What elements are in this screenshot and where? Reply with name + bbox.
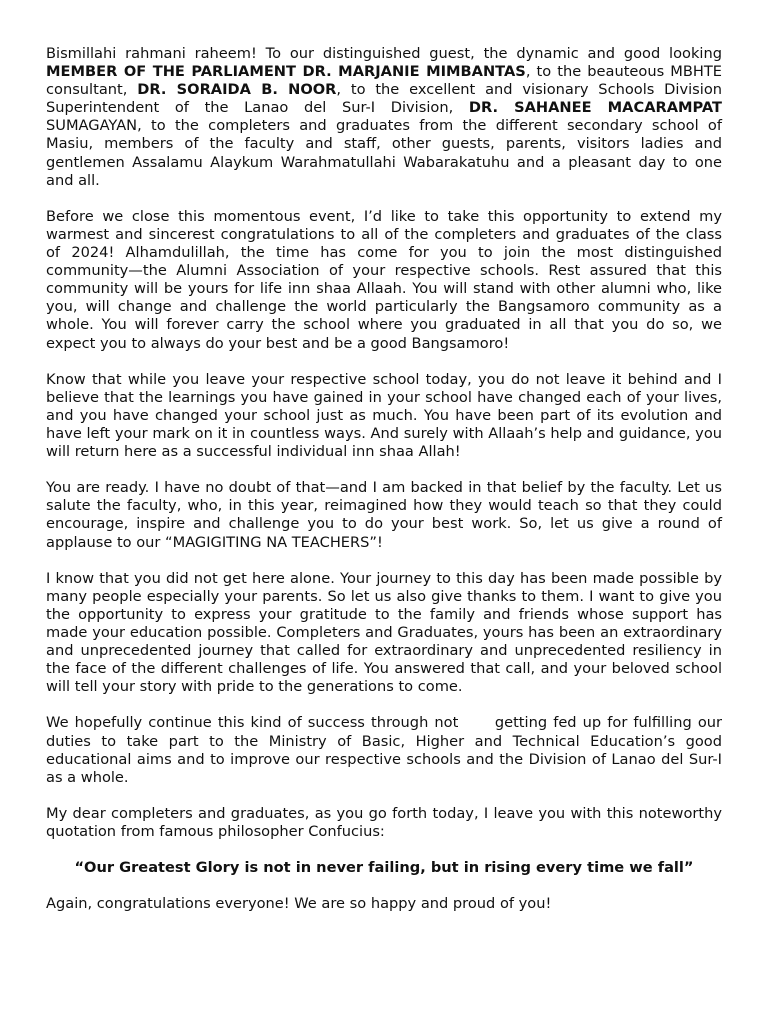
- closing-line: Again, congratulations everyone! We are so happy and proud of you!: [46, 895, 552, 913]
- faculty-paragraph: You are ready. I have no doubt of that—and I am backed in that belief by the faculty. Let us salute the faculty, who, in this year, reimagined how they would teach so that they could encourage, inspire and challenge you to do your best work. So, let us give a round of applause to our “MAGIGITING NA TEACHERS”!: [46, 479, 722, 551]
- confucius-quote: “Our Greatest Glory is not in never failing, but in rising every time we fall”: [74, 859, 694, 877]
- learnings-paragraph: Know that while you leave your respective school today, you do not leave it behind and I believe that the learnings you have gained in your school have changed each of your lives, and you have changed your school just as much. You have been part of its evolution and have left your mark on it in countless ways. And surely with Allaah’s help and guidance, you will return here as a successful individual inn shaa Allah!: [46, 370, 722, 461]
- greeting-text-4: SUMAGAYAN, to the completers and graduates from the different secondary school of Masiu, members of the faculty and staff, other guests, parents, visitors ladies and gentlemen Assalamu Alaykum Warahmatullahi Wabarakatuhu and a pleasant day to one and all.: [46, 117, 722, 189]
- greeting-paragraph: [46, 45, 722, 190]
- guest-name-macarampat: DR. SAHANEE MACARAMPAT: [468, 99, 723, 117]
- greeting-text-2: , to the beauteous MBHTE consultant,: [46, 63, 722, 99]
- greeting-text-1: Bismillahi rahmani raheem! To our distinguished guest, the dynamic and good looking: [46, 45, 722, 62]
- success-paragraph: We hopefully continue this kind of success through not getting fed up for fulfilling our duties to take part to the Ministry of Basic, Higher and Technical Education’s good educational aims and to improve our respective schools and the Division of Lanao del Sur-I as a whole.: [46, 714, 727, 786]
- congratulations-paragraph: Before we close this momentous event, I’d like to take this opportunity to extend my warmest and sincerest congratulations to all of the completers and graduates of the class of 2024! Alhamdulillah, the time has come for you to join the most distinguished community—the Alumni Association of your respective schools. Rest assured that this community will be yours for life inn shaa Allaah. You will stand with other alumni who, like you, will change and challenge the world particularly the Bangsamoro community as a whole. You will forever carry the school where you graduated in all that you do so, we expect you to always do your best and be a good Bangsamoro!: [46, 207, 722, 352]
- guest-name-mimbantas: MEMBER OF THE PARLIAMENT DR. MARJANIE MIMBANTAS: [46, 63, 526, 81]
- greeting-text-3: , to the excellent and visionary Schools Division Superintendent of the Lanao del Sur-I Division,: [46, 81, 722, 117]
- quotation-intro-paragraph: My dear completers and graduates, as you go forth today, I leave you with this noteworthy quotation from famous philosopher Confucius:: [46, 804, 722, 841]
- parents-paragraph: I know that you did not get here alone. Your journey to this day has been made possible by many people especially your parents. So let us also give thanks to them. I want to give you the opportunity to express your gratitude to the family and friends whose support has made your education possible. Completers and Graduates, yours has been an extraordinary and unprecedented journey that called for extraordinary and unprecedented resiliency in the face of the different challenges of life. You answered that call, and your beloved school will tell your story with pride to the generations to come.: [46, 569, 722, 696]
- guest-name-noor: DR. SORAIDA B. NOOR: [137, 81, 337, 99]
- speech-document: [46, 45, 727, 914]
